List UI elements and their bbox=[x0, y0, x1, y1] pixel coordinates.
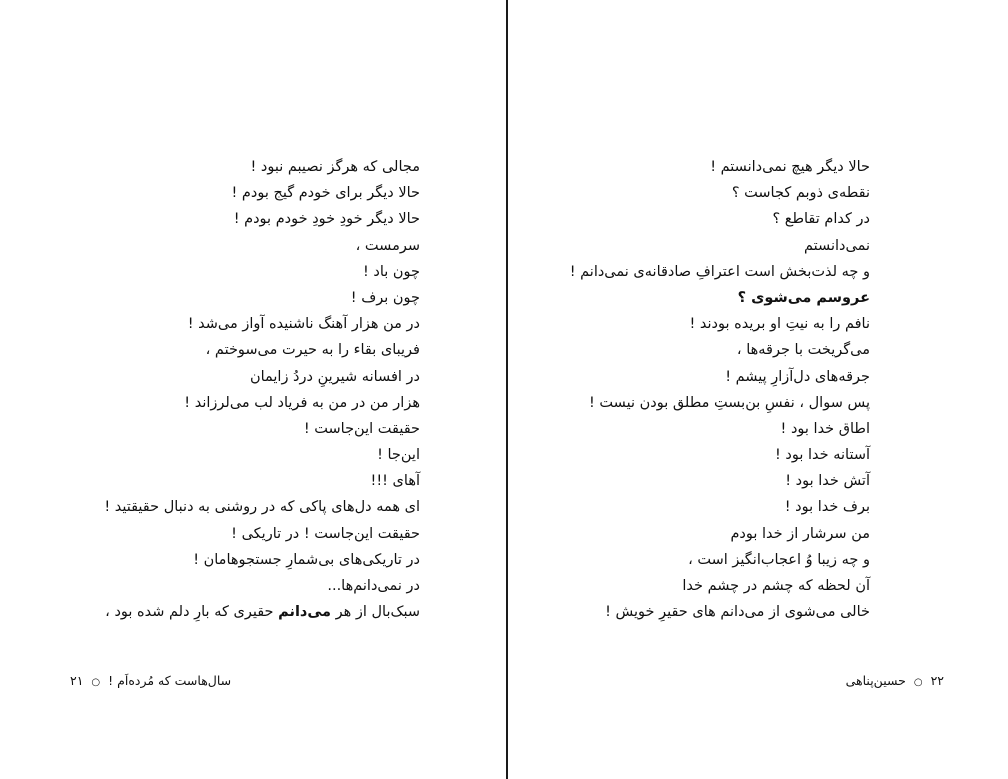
last-line-bold-word: می‌دانم bbox=[278, 604, 331, 621]
footer-separator: ○ bbox=[913, 677, 923, 688]
poem-line: حالا دیگر خودِ خودِ خودم بودم ! bbox=[233, 211, 420, 228]
author-name: حسین‌پناهی bbox=[845, 673, 906, 688]
poem-line: جرقه‌های دل‌آزارِ پیشم ! bbox=[725, 368, 870, 385]
left-poem bbox=[104, 154, 420, 625]
poem-line: در کدام تقاطع ؟ bbox=[772, 211, 870, 228]
poem-line: حقیقت این‌جاست ! در تاریکی ! bbox=[231, 525, 420, 542]
poem-line: حالا دیگر برای خودم گیج بودم ! bbox=[231, 185, 420, 202]
page-number: ۲۱ bbox=[70, 673, 84, 688]
poem-line: هزار من در من به فریاد لب می‌لرزاند ! bbox=[184, 394, 420, 411]
poem-line: می‌گریخت با جرقه‌ها ، bbox=[736, 342, 870, 359]
poem-line: آهای !!! bbox=[370, 473, 420, 490]
poem-line: و چه لذت‌بخش است اعترافِ صادقانه‌ی نمی‌دانم ! bbox=[569, 263, 870, 280]
poem-line: برف خدا بود ! bbox=[784, 499, 870, 516]
poem-line: اطاق خدا بود ! bbox=[780, 420, 870, 437]
poem-line: و چه زیبا وُ اعجاب‌انگیز است ، bbox=[688, 551, 870, 568]
poem-line: نمی‌دانستم bbox=[804, 237, 870, 254]
page-number: ۲۲ bbox=[930, 673, 944, 688]
poem-line: نافم را به نیتِ او بریده بودند ! bbox=[689, 316, 870, 333]
poem-line: چون برف ! bbox=[350, 289, 420, 306]
poem-line: حالا دیگر هیچ نمی‌دانستم ! bbox=[710, 159, 870, 175]
right-page bbox=[508, 0, 1008, 779]
poem-line: آتش خدا بود ! bbox=[785, 473, 870, 490]
right-page-footer bbox=[846, 673, 944, 688]
poem-line: در نمی‌دانم‌ها... bbox=[327, 578, 420, 594]
left-page-footer bbox=[70, 673, 231, 688]
poem-line: چون باد ! bbox=[362, 263, 420, 280]
poem-line: ای همه دل‌های پاکی که در روشنی به دنبال حقیقتید ! bbox=[104, 499, 420, 516]
last-line-end: حقیری که بارِ دلم شده بود ، bbox=[105, 604, 279, 621]
poem-line-last bbox=[104, 599, 420, 625]
poem-line: در افسانه شیرینِ دردُ زایمان bbox=[249, 368, 420, 385]
poem-line: آن لحظه که چشم در چشم خدا bbox=[682, 578, 870, 594]
poem-line: من سرشار از خدا بودم bbox=[730, 525, 870, 542]
poem-line: مجالی که هرگز نصیبم نبود ! bbox=[250, 159, 420, 175]
poem-line: فریبای بقاء را به حیرت می‌سوختم ، bbox=[205, 342, 420, 359]
running-title: سال‌هاست که مُرده‌اَم ! bbox=[108, 673, 232, 688]
poem-line: در تاریکی‌های بی‌شمارِ جستجوهامان ! bbox=[193, 551, 420, 568]
poem-line: در من هزار آهنگ ناشنیده آواز می‌شد ! bbox=[187, 316, 420, 333]
poem-line: خالی می‌شوی از می‌دانم های حقیرِ خویش ! bbox=[605, 604, 870, 621]
poem-line: سرمست ، bbox=[355, 237, 420, 254]
poem-line: آستانه خدا بود ! bbox=[774, 447, 870, 464]
poem-line: نقطه‌ی ذوبم کجاست ؟ bbox=[731, 185, 870, 202]
footer-separator: ○ bbox=[91, 677, 101, 688]
last-line-start: سبک‌بال از هر bbox=[331, 604, 420, 621]
poem-line: پس سوال ، نفسِ بن‌بستِ مطلق بودن نیست ! bbox=[588, 394, 870, 411]
poem-line: این‌جا ! bbox=[377, 447, 420, 464]
poem-line: حقیقت این‌جاست ! bbox=[303, 420, 420, 437]
right-poem bbox=[570, 154, 870, 625]
poem-line-bold: عروسم می‌شوی ؟ bbox=[737, 289, 870, 306]
